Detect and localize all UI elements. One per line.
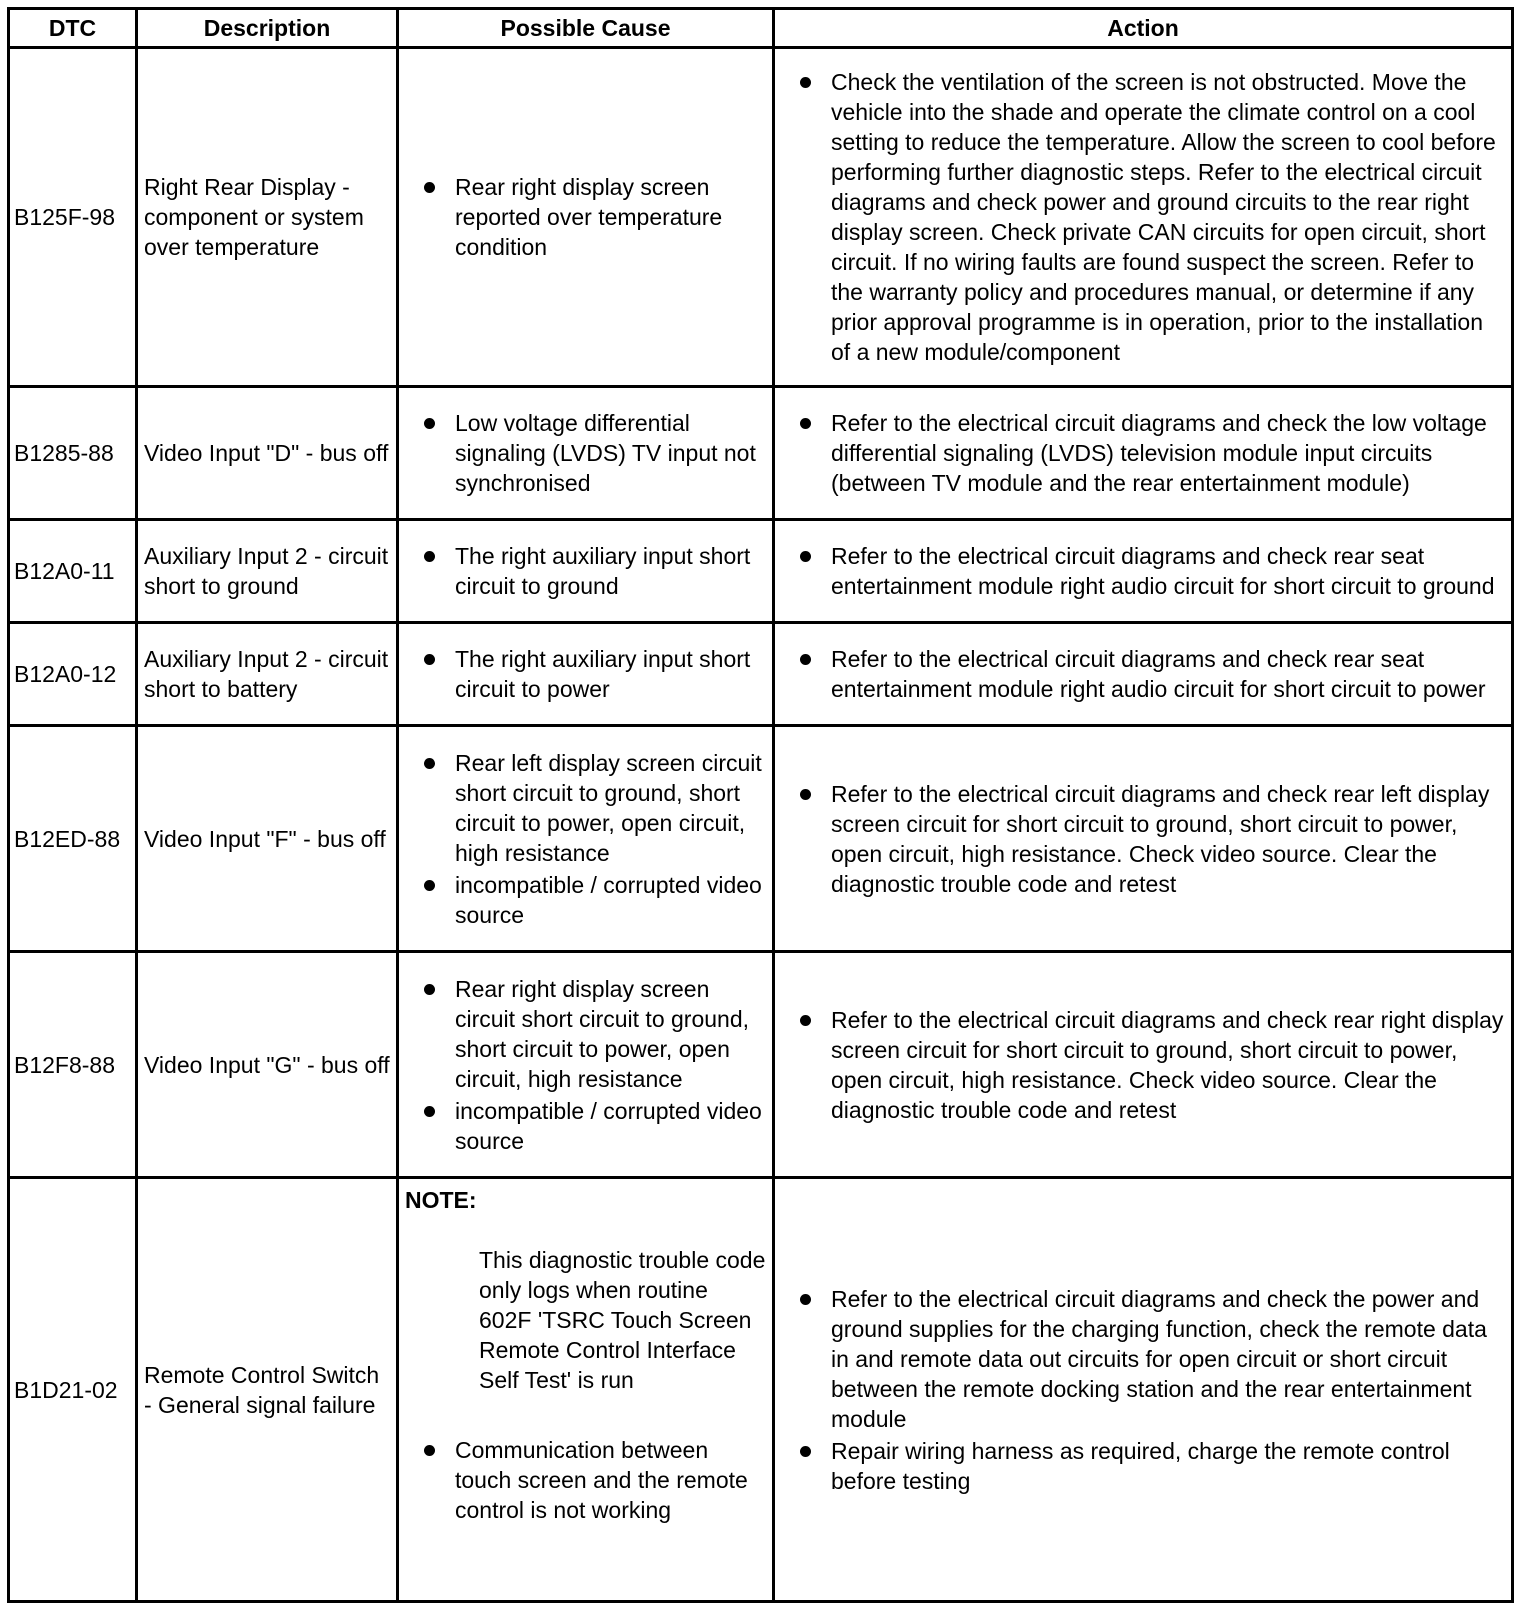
action-cell: [774, 1178, 1513, 1602]
action-cell: [774, 623, 1513, 726]
table-row: [9, 726, 1513, 952]
bullet-icon: [424, 182, 435, 193]
table-row: [9, 520, 1513, 623]
bullet-icon: [424, 654, 435, 665]
dtc-description: Video Input "D" - bus off: [137, 387, 398, 520]
dtc-description: Auxiliary Input 2 - circuit short to ground: [137, 520, 398, 623]
note-label: NOTE:: [405, 1187, 477, 1213]
bullet-icon: [800, 1446, 811, 1457]
table-row: [9, 48, 1513, 387]
bullet-icon: [424, 1445, 435, 1456]
dtc-code: B125F-98: [9, 48, 137, 387]
possible-cause-cell: [398, 623, 774, 726]
possible-cause-cell: [398, 387, 774, 520]
action-cell: [774, 726, 1513, 952]
possible-cause-cell: [398, 726, 774, 952]
bullet-icon: [424, 758, 435, 769]
table-row: [9, 623, 1513, 726]
bullet-icon: [800, 789, 811, 800]
action-item: Repair wiring harness as required, charge the remote control before testing: [781, 1436, 1505, 1496]
action-cell: [774, 520, 1513, 623]
dtc-code: B12F8-88: [9, 952, 137, 1178]
possible-cause-cell: [398, 952, 774, 1178]
header-row: [9, 9, 1513, 48]
bullet-icon: [424, 1106, 435, 1117]
possible-cause-cell: [398, 48, 774, 387]
possible-cause-cell: [398, 520, 774, 623]
cause-item: incompatible / corrupted video source: [405, 1096, 766, 1156]
bullet-icon: [800, 1015, 811, 1026]
bullet-icon: [800, 1294, 811, 1305]
bullet-icon: [424, 880, 435, 891]
action-cell: [774, 387, 1513, 520]
bullet-icon: [424, 984, 435, 995]
cause-item: Rear left display screen circuit short circuit to ground, short circuit to power, open circuit, high resistance: [405, 748, 766, 868]
dtc-code: B12A0-12: [9, 623, 137, 726]
cause-item: Rear right display screen circuit short circuit to ground, short circuit to power, open circuit, high resistance: [405, 974, 766, 1094]
header-description: Description: [137, 9, 398, 48]
action-item: Refer to the electrical circuit diagrams and check the low voltage differential signaling (LVDS) television module input circuits (between TV module and the rear entertainment module): [781, 408, 1505, 498]
cause-item: The right auxiliary input short circuit to power: [405, 644, 766, 704]
dtc-description: Auxiliary Input 2 - circuit short to battery: [137, 623, 398, 726]
bullet-icon: [800, 77, 811, 88]
dtc-code: B1285-88: [9, 387, 137, 520]
dtc-code: B1D21-02: [9, 1178, 137, 1602]
cause-item: Low voltage differential signaling (LVDS) TV input not synchronised: [405, 408, 766, 498]
cause-item: Communication between touch screen and the remote control is not working: [405, 1435, 766, 1525]
dtc-code: B12A0-11: [9, 520, 137, 623]
action-item: Check the ventilation of the screen is not obstructed. Move the vehicle into the shade and operate the climate control on a cool setting to reduce the temperature. Allow the screen to cool before performing further diagnostic steps. Refer to the electrical circuit diagrams and check power and ground circuits to the rear right display screen. Check private CAN circuits for open circuit, short circuit. If no wiring faults are found suspect the screen. Refer to the warranty policy and procedures manual, or determine if any prior approval programme is in operation, prior to the installation of a new module/component: [781, 67, 1505, 367]
dtc-table: [7, 7, 1514, 1603]
action-cell: [774, 48, 1513, 387]
bullet-icon: [424, 551, 435, 562]
action-item: Refer to the electrical circuit diagrams and check rear right display screen circuit for short circuit to ground, short circuit to power, open circuit, high resistance. Check video source. Clear the diagnostic trouble code and retest: [781, 1005, 1505, 1125]
cause-item: incompatible / corrupted video source: [405, 870, 766, 930]
dtc-description: Video Input "F" - bus off: [137, 726, 398, 952]
header-dtc: DTC: [9, 9, 137, 48]
header-possible-cause: Possible Cause: [398, 9, 774, 48]
action-cell: [774, 952, 1513, 1178]
possible-cause-cell: [398, 1178, 774, 1602]
bullet-icon: [800, 551, 811, 562]
table-row: [9, 387, 1513, 520]
bullet-icon: [800, 418, 811, 429]
dtc-description: Remote Control Switch - General signal failure: [137, 1178, 398, 1602]
note-text: This diagnostic trouble code only logs when routine 602F 'TSRC Touch Screen Remote Control Interface Self Test' is run: [479, 1247, 766, 1393]
cause-item: The right auxiliary input short circuit to ground: [405, 541, 766, 601]
bullet-icon: [800, 654, 811, 665]
header-action: Action: [774, 9, 1513, 48]
dtc-code: B12ED-88: [9, 726, 137, 952]
table-row: [9, 1178, 1513, 1602]
cause-item: Rear right display screen reported over temperature condition: [405, 172, 766, 262]
dtc-description: Right Rear Display - component or system over temperature: [137, 48, 398, 387]
action-item: Refer to the electrical circuit diagrams and check rear seat entertainment module right audio circuit for short circuit to power: [781, 644, 1505, 704]
bullet-icon: [424, 418, 435, 429]
action-item: Refer to the electrical circuit diagrams and check rear seat entertainment module right audio circuit for short circuit to ground: [781, 541, 1505, 601]
dtc-description: Video Input "G" - bus off: [137, 952, 398, 1178]
table-row: [9, 952, 1513, 1178]
action-item: Refer to the electrical circuit diagrams and check rear left display screen circuit for short circuit to ground, short circuit to power, open circuit, high resistance. Check video source. Clear the diagnostic trouble code and retest: [781, 779, 1505, 899]
action-item: Refer to the electrical circuit diagrams and check the power and ground supplies for the charging function, check the remote data in and remote data out circuits for open circuit or short circuit between the remote docking station and the rear entertainment module: [781, 1284, 1505, 1434]
